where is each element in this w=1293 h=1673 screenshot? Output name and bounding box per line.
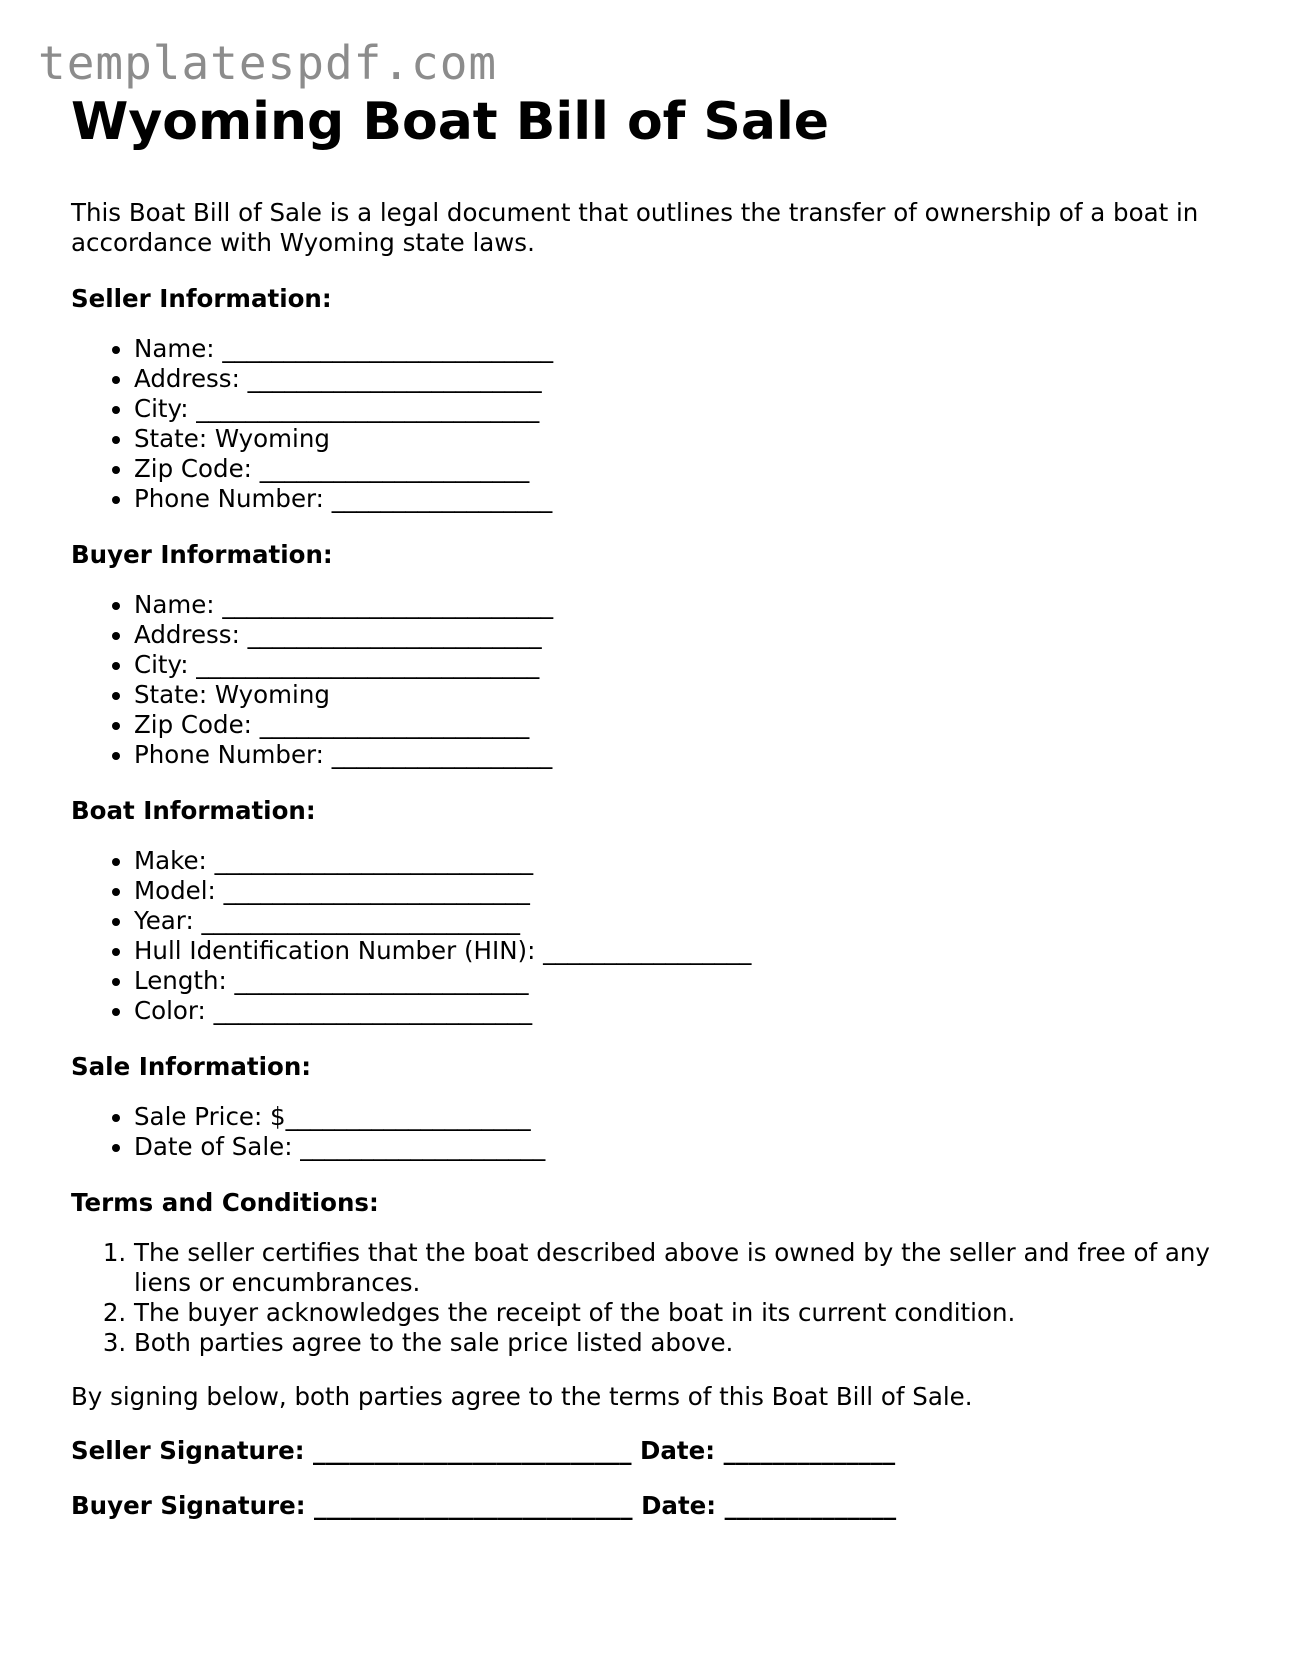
terms-heading: Terms and Conditions: <box>71 1188 379 1217</box>
list-item: • Year: __________________________ <box>134 906 1221 936</box>
closing-statement: By signing below, both parties agree to the terms of this Boat Bill of Sale. <box>71 1382 973 1411</box>
list-item: • Date of Sale: ____________________ <box>134 1132 1221 1162</box>
list-item: • Zip Code: ______________________ <box>134 454 1221 484</box>
seller-list <box>71 334 1221 514</box>
list-item: • Address: ________________________ <box>134 620 1221 650</box>
boat-list <box>71 846 1221 1026</box>
list-item: • Name: ___________________________ <box>134 590 1221 620</box>
list-item: 1. The seller certifies that the boat described above is owned by the seller and free of any liens or encumbrances. <box>134 1238 1221 1298</box>
seller-heading: Seller Information: <box>71 284 332 313</box>
sale-list <box>71 1102 1221 1162</box>
list-item: • State: Wyoming <box>134 680 1221 710</box>
boat-heading: Boat Information: <box>71 796 316 825</box>
list-item: • Phone Number: __________________ <box>134 484 1221 514</box>
list-item: • Hull Identification Number (HIN): _________________ <box>134 936 1221 966</box>
list-item: • Sale Price: $____________________ <box>134 1102 1221 1132</box>
page-title: Wyoming Boat Bill of Sale <box>71 92 830 152</box>
buyer-signature-line: Buyer Signature: __________________________ Date: ______________ <box>71 1491 897 1520</box>
buyer-list <box>71 590 1221 770</box>
list-item: • City: ____________________________ <box>134 394 1221 424</box>
list-item: • Address: ________________________ <box>134 364 1221 394</box>
intro-paragraph: This Boat Bill of Sale is a legal document that outlines the transfer of ownership of a boat in accordance with Wyoming state laws. <box>71 198 1199 257</box>
document <box>71 90 1221 1521</box>
seller-signature-line: Seller Signature: __________________________ Date: ______________ <box>71 1436 896 1465</box>
list-item: • Zip Code: ______________________ <box>134 710 1221 740</box>
list-item: • Name: ___________________________ <box>134 334 1221 364</box>
list-item: 3. Both parties agree to the sale price listed above. <box>134 1328 1221 1358</box>
list-item: • Make: __________________________ <box>134 846 1221 876</box>
list-item: • Color: __________________________ <box>134 996 1221 1026</box>
list-item: • Model: _________________________ <box>134 876 1221 906</box>
list-item: 2. The buyer acknowledges the receipt of the boat in its current condition. <box>134 1298 1221 1328</box>
buyer-heading: Buyer Information: <box>71 540 333 569</box>
list-item: • Length: ________________________ <box>134 966 1221 996</box>
list-item: • State: Wyoming <box>134 424 1221 454</box>
terms-list <box>71 1238 1221 1358</box>
sale-heading: Sale Information: <box>71 1052 312 1081</box>
list-item: • City: ____________________________ <box>134 650 1221 680</box>
watermark: templatespdf.com <box>38 36 498 90</box>
list-item: • Phone Number: __________________ <box>134 740 1221 770</box>
